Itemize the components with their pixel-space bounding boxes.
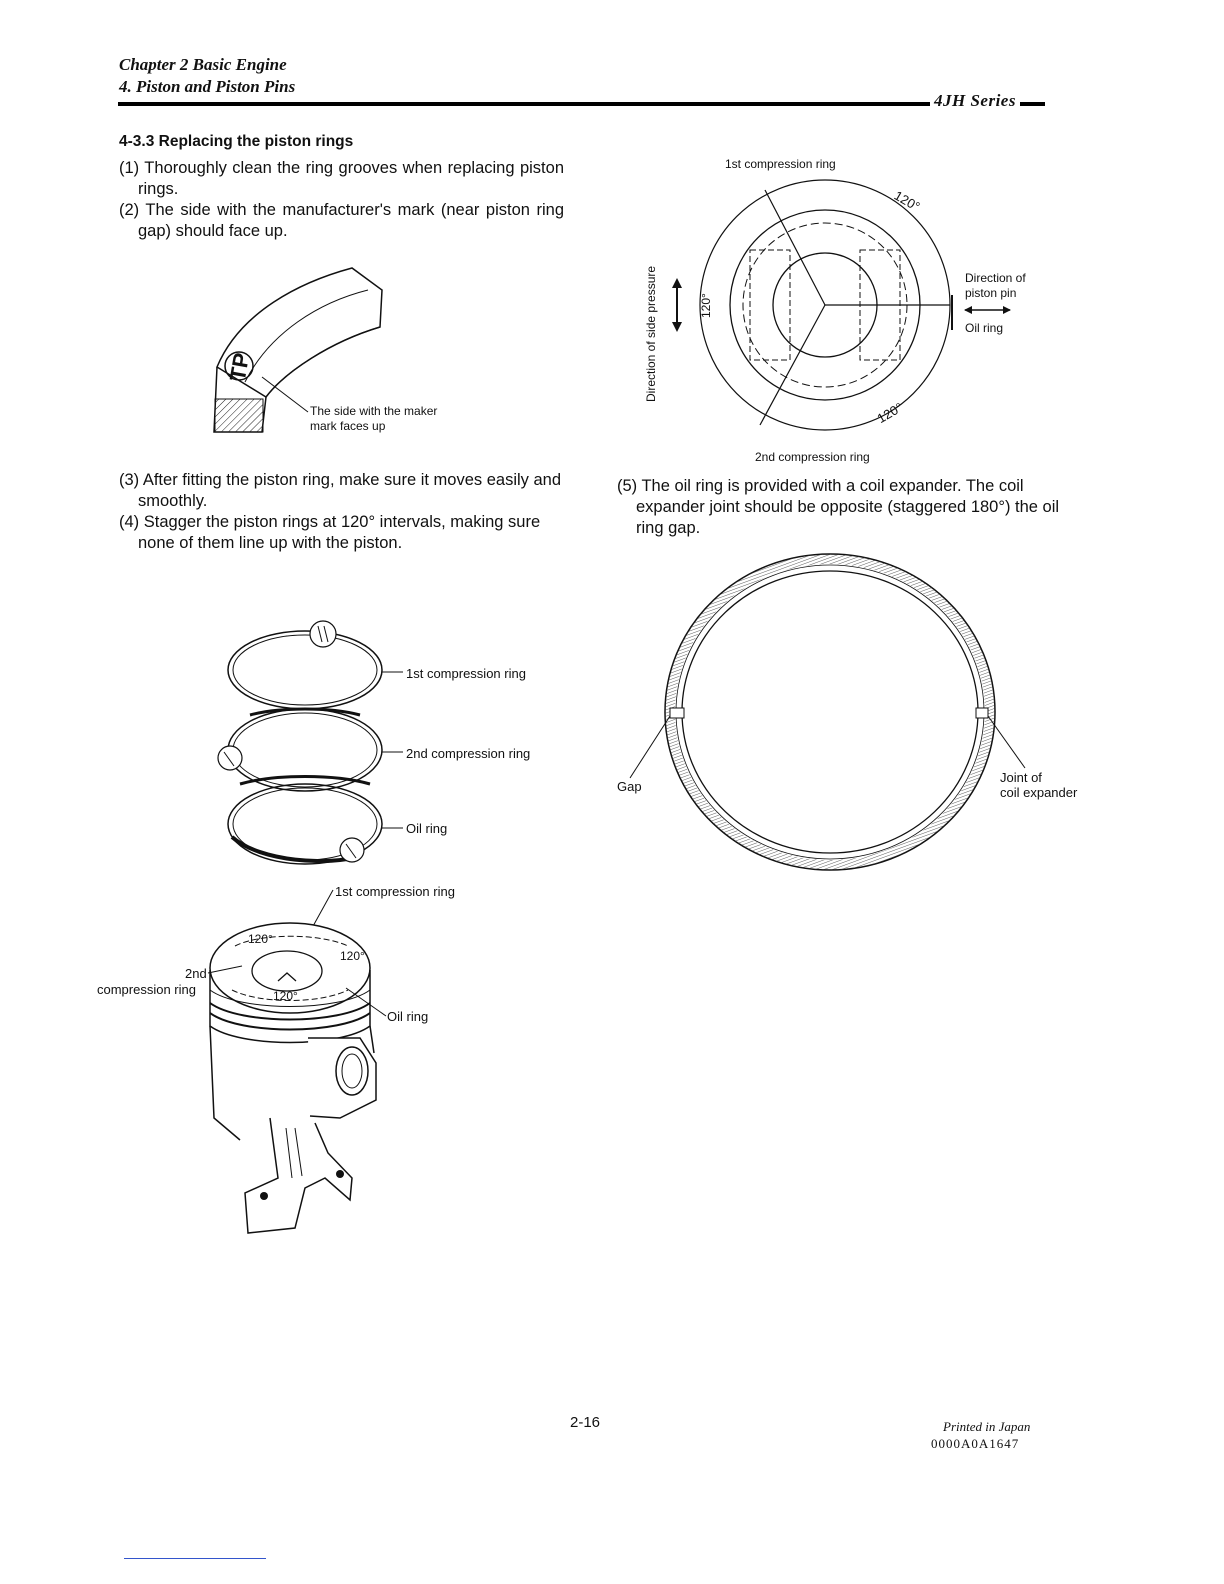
angle-vertical: 120°	[699, 293, 713, 318]
oil-ring-inner	[682, 571, 978, 853]
step-2: (2) The side with the manufacturer's mark (near piston ring gap) should face up.	[119, 201, 564, 240]
diag-bottom-label: 2nd compression ring	[755, 450, 870, 464]
header-rule	[118, 102, 1045, 106]
ring-gap-diagram	[620, 150, 1080, 470]
angle-b: 120°	[340, 949, 365, 963]
first-ring-gap-icon	[310, 621, 336, 647]
coil-expander	[670, 559, 990, 865]
step-3: (3) After fitting the piston ring, make sure it moves easily and smoothly.	[119, 471, 562, 510]
step-5: (5) The oil ring is provided with a coil expander. The coil expander joint should be opposite (staggered 180°) the oil ring gap.	[617, 477, 1060, 537]
diag-top-label: 1st compression ring	[725, 157, 836, 171]
label-2nd-ring: 2nd compression ring	[406, 746, 531, 761]
step-1: (1) Thoroughly clean the ring grooves when replacing piston rings.	[119, 159, 564, 198]
maker-mark: TP	[224, 350, 255, 383]
joint-label-b: coil expander	[1000, 785, 1078, 800]
diag-oil-ring: Oil ring	[965, 321, 1004, 335]
label-oil-ring: Oil ring	[406, 821, 448, 836]
chapter-title: Chapter 2 Basic Engine	[119, 55, 287, 74]
piston-figure	[90, 878, 510, 1243]
subsection-heading: 4-3.3 Replacing the piston rings	[119, 133, 354, 150]
ring-stack-figure	[210, 612, 570, 872]
angle-a: 120°	[248, 932, 273, 946]
step-4: (4) Stagger the piston rings at 120° intervals, making sure none of them line up with the piston.	[119, 513, 541, 552]
series-label: 4JH Series	[930, 91, 1020, 111]
piston-label-2nd-a: 2nd	[185, 966, 207, 981]
first-ring	[228, 631, 382, 709]
fig1-caption-1: The side with the maker	[310, 404, 438, 418]
oil-ring-gap-icon	[340, 838, 364, 862]
oil-ring-gap-marker	[670, 708, 684, 718]
page-number: 2-16	[570, 1414, 601, 1431]
label-1st-ring: 1st compression ring	[406, 666, 526, 681]
step-5-block	[617, 476, 1062, 539]
ring-mark-figure	[200, 262, 490, 442]
connecting-rod	[245, 1118, 352, 1233]
second-ring	[228, 709, 382, 791]
angle-top: 120°	[891, 187, 923, 215]
bottom-rule	[124, 1558, 266, 1559]
pin-dir-b: piston pin	[965, 286, 1017, 300]
piston-label-oil: Oil ring	[387, 1009, 429, 1024]
pin-dir-a: Direction of	[965, 271, 1026, 285]
doc-code: 0000A0A1647	[931, 1436, 1020, 1451]
side-pressure-label: Direction of side pressure	[644, 265, 658, 402]
joint-label-a: Joint of	[1000, 770, 1042, 785]
oil-ring-figure	[610, 548, 1100, 893]
gap-label: Gap	[617, 779, 642, 794]
piston-label-1st: 1st compression ring	[335, 884, 455, 899]
angle-c: 120°	[273, 989, 298, 1003]
section-title: 4. Piston and Piston Pins	[119, 77, 296, 96]
steps-1-2	[119, 158, 564, 242]
piston-label-2nd-b: compression ring	[97, 982, 196, 997]
steps-3-4	[119, 470, 564, 554]
ring-cross-section	[215, 399, 263, 432]
printed-in: Printed in Japan	[943, 1419, 1031, 1434]
coil-joint-marker	[976, 708, 988, 718]
angle-bottom: 120°	[874, 399, 906, 427]
second-ring-gap-icon	[218, 746, 242, 770]
fig1-caption-2: mark faces up	[310, 419, 386, 433]
